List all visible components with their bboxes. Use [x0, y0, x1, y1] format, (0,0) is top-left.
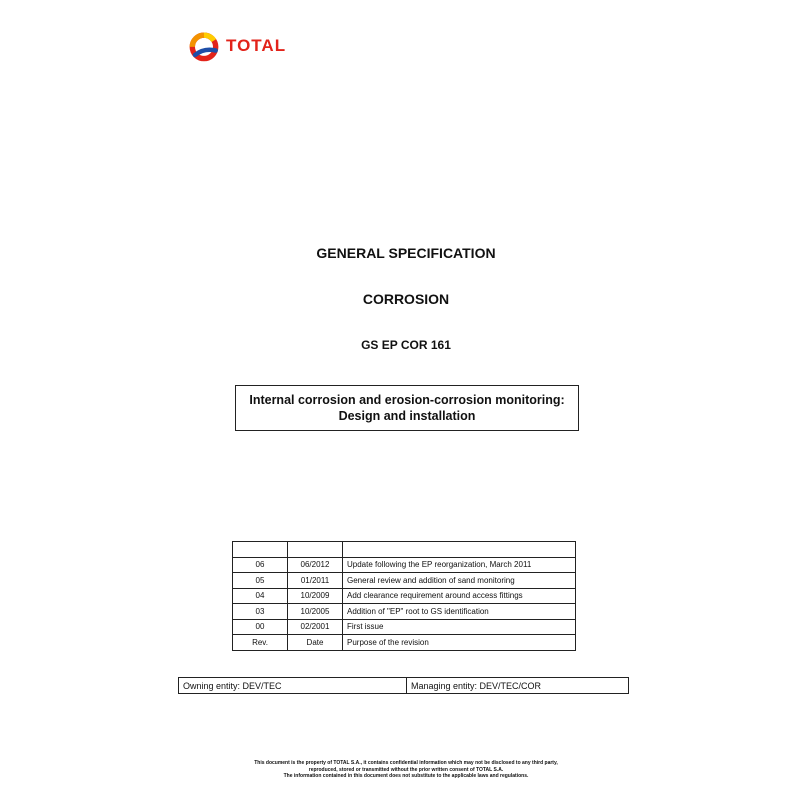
subject-box [235, 385, 579, 431]
category-title: CORROSION [362, 291, 450, 307]
spec-title: GENERAL SPECIFICATION [316, 245, 496, 261]
rev-cell: 00 [233, 619, 288, 635]
date-cell: 06/2012 [288, 557, 343, 573]
table-row [233, 573, 576, 589]
date-cell [288, 542, 343, 558]
table-row [233, 588, 576, 604]
purpose-cell: General review and addition of sand monitoring [343, 573, 576, 589]
table-row [233, 542, 576, 558]
rev-cell: 06 [233, 557, 288, 573]
purpose-header: Purpose of the revision [343, 635, 576, 651]
subject-line-2: Design and installation [338, 409, 476, 423]
table-row [179, 678, 629, 694]
footer-line-2: reproduced, stored or transmitted without the prior written consent of TOTAL S.A. [308, 766, 504, 773]
date-cell: 10/2005 [288, 604, 343, 620]
date-cell: 10/2009 [288, 588, 343, 604]
document-code: GS EP COR 161 [361, 338, 451, 352]
date-cell: 01/2011 [288, 573, 343, 589]
purpose-cell: Update following the EP reorganization, March 2011 [343, 557, 576, 573]
purpose-cell: First issue [343, 619, 576, 635]
rev-cell [233, 542, 288, 558]
purpose-cell: Addition of "EP" root to GS identification [343, 604, 576, 620]
rev-cell: 04 [233, 588, 288, 604]
table-row [233, 619, 576, 635]
rev-header: Rev. [233, 635, 288, 651]
footer-line-1: This document is the property of TOTAL S.A., it contains confidential information which may not be disclosed to any third party, [254, 760, 558, 766]
subject-line-1: Internal corrosion and erosion-corrosion monitoring: [249, 393, 565, 407]
owning-entity: Owning entity: DEV/TEC [179, 678, 407, 694]
table-row [233, 557, 576, 573]
purpose-cell: Add clearance requirement around access fittings [343, 588, 576, 604]
total-logo-icon [186, 28, 222, 64]
managing-entity: Managing entity: DEV/TEC/COR [407, 678, 629, 694]
entity-table [178, 677, 629, 694]
rev-cell: 03 [233, 604, 288, 620]
table-row [233, 604, 576, 620]
purpose-cell [343, 542, 576, 558]
logo-wordmark: TOTAL [226, 36, 287, 55]
table-header-row [233, 635, 576, 651]
revision-table [232, 541, 576, 651]
footer-line-3: The information contained in this document does not substitute to the applicable laws and regulations. [283, 773, 529, 779]
date-cell: 02/2001 [288, 619, 343, 635]
confidentiality-footer [0, 760, 800, 780]
date-header: Date [288, 635, 343, 651]
total-logo [186, 28, 286, 64]
rev-cell: 05 [233, 573, 288, 589]
